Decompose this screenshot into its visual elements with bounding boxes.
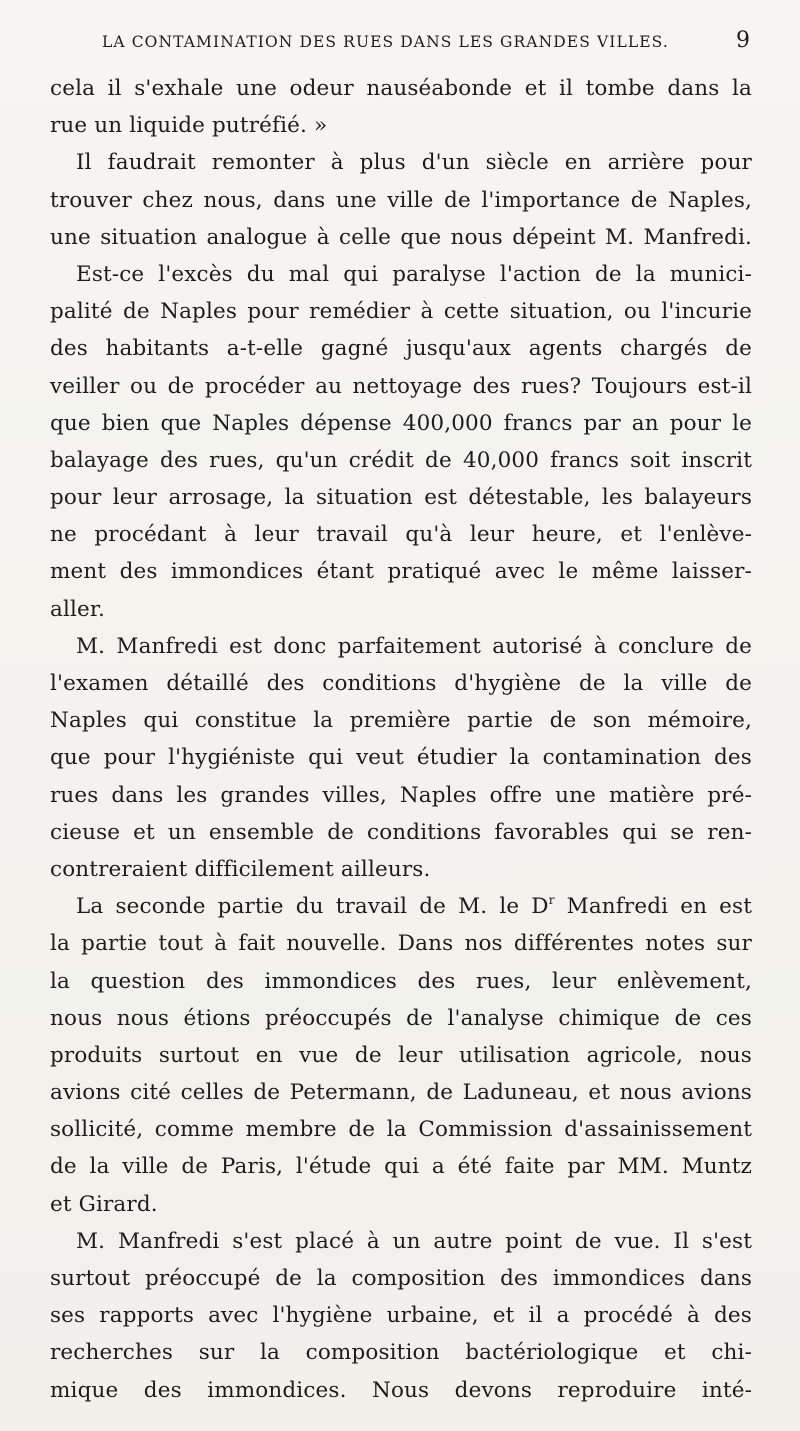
text-line: rues dans les grandes villes, Naples offre une matière pré- xyxy=(50,782,752,808)
text-line: cieuse et un ensemble de conditions favorables qui se ren- xyxy=(50,819,752,845)
text-line: de la ville de Paris, l'étude qui a été faite par MM. Muntz xyxy=(50,1154,752,1180)
text-line: que pour l'hygiéniste qui veut étudier la contamination des xyxy=(50,745,752,771)
text-line: que bien que Naples dépense 400,000 francs par an pour le xyxy=(50,410,752,436)
running-head xyxy=(102,28,752,62)
paragraph-6 xyxy=(50,1223,752,1409)
text-line: surtout préoccupé de la composition des immondices dans xyxy=(50,1266,752,1291)
text-segment: La seconde partie du travail de M. le D xyxy=(76,894,549,920)
text-line: Il faudrait remonter à plus d'un siècle en arrière pour xyxy=(76,150,752,176)
text-line: avions cité celles de Petermann, de Laduneau, et nous avions xyxy=(50,1080,752,1106)
text-line: contreraient difficilement ailleurs. xyxy=(50,856,431,882)
text-line: mique des immondices. Nous devons reproduire inté- xyxy=(50,1377,752,1403)
text-line: rue un liquide putréfié. » xyxy=(50,113,328,139)
paragraph-4 xyxy=(50,628,752,888)
text-line: aller. xyxy=(50,596,105,622)
text-line: balayage des rues, qu'un crédit de 40,000 francs soit inscrit xyxy=(50,447,752,473)
text-line: Est-ce l'excès du mal qui paralyse l'action de la munici- xyxy=(76,261,752,287)
text-line: trouver chez nous, dans une ville de l'importance de Naples, xyxy=(50,187,752,213)
text-line: nous nous étions préoccupés de l'analyse chimique de ces xyxy=(50,1005,752,1031)
paragraph-3 xyxy=(50,256,752,628)
text-line: recherches sur la composition bactériologique et chi- xyxy=(50,1340,752,1366)
text-line: ment des immondices étant pratiqué avec le même laisser- xyxy=(50,559,752,585)
page-number: 9 xyxy=(736,28,750,53)
text-line: M. Manfredi est donc parfaitement autorisé à conclure de xyxy=(76,633,752,659)
text-line: pour leur arrosage, la situation est détestable, les balayeurs xyxy=(50,485,752,511)
text-line: une situation analogue à celle que nous dépeint M. Manfredi. xyxy=(50,224,752,250)
text-line: Naples qui constitue la première partie de son mémoire, xyxy=(50,708,752,734)
text-line: sollicité, comme membre de la Commission d'assainissement xyxy=(50,1117,752,1143)
text-line: cela il s'exhale une odeur nauséabonde et il tombe dans la xyxy=(50,76,752,101)
text-line: l'examen détaillé des conditions d'hygiène de la ville de xyxy=(50,671,752,696)
text-segment: Manfredi en est xyxy=(554,894,752,920)
text-line xyxy=(50,888,752,925)
paragraph-2 xyxy=(50,144,752,256)
text-line: ses rapports avec l'hygiène urbaine, et il a procédé à des xyxy=(50,1303,752,1329)
text-line: la partie tout à fait nouvelle. Dans nos différentes notes sur xyxy=(50,931,752,957)
text-line: M. Manfredi s'est placé à un autre point de vue. Il s'est xyxy=(76,1228,752,1254)
text-line: produits surtout en vue de leur utilisation agricole, nous xyxy=(50,1042,752,1068)
text-line: des habitants a-t-elle gagné jusqu'aux agents chargés de xyxy=(50,336,752,362)
text-line: palité de Naples pour remédier à cette situation, ou l'incurie xyxy=(50,299,752,325)
text-line: ne procédant à leur travail qu'à leur heure, et l'enlève- xyxy=(50,522,752,548)
paragraph-1 xyxy=(50,70,752,144)
text-line: et Girard. xyxy=(50,1191,158,1217)
paragraph-5 xyxy=(50,888,752,1223)
text-line: la question des immondices des rues, leur enlèvement, xyxy=(50,968,752,994)
running-title: LA CONTAMINATION DES RUES DANS LES GRANDES VILLES. xyxy=(102,33,669,51)
text-line: veiller ou de procéder au nettoyage des rues? Toujours est-il xyxy=(50,373,752,399)
superscript: r xyxy=(548,893,555,908)
